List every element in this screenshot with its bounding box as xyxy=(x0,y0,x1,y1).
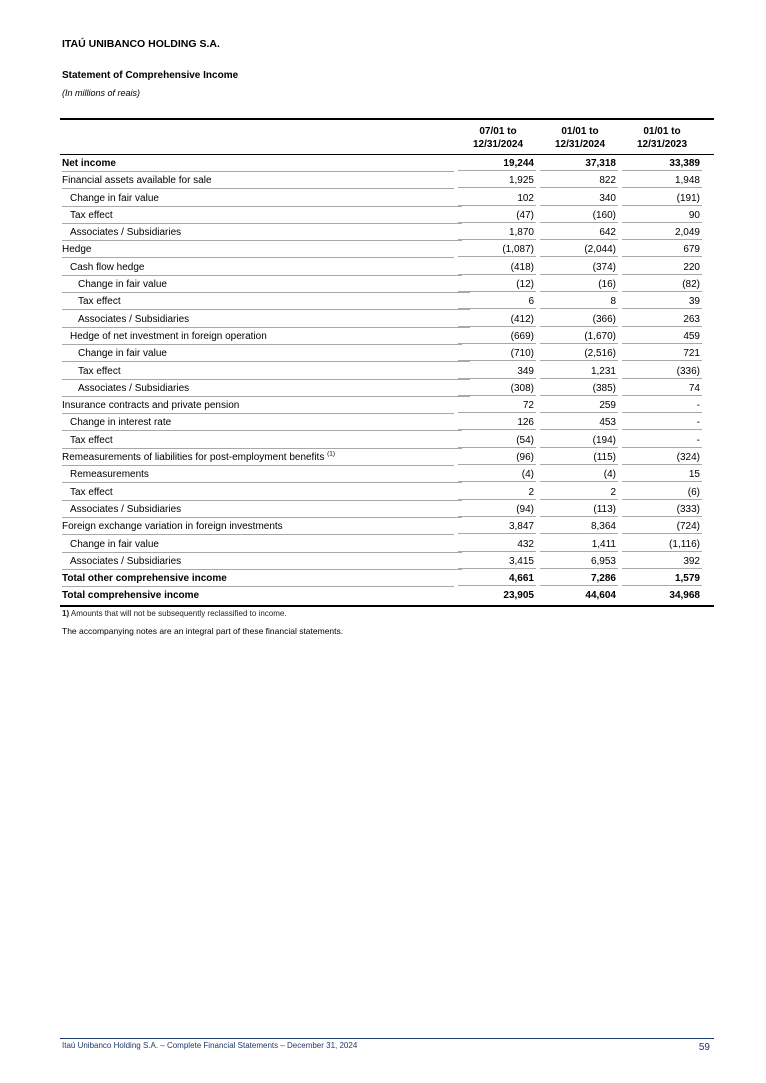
cell-value: (82) xyxy=(622,276,702,292)
cell-value: 33,389 xyxy=(622,155,702,171)
table-row xyxy=(60,155,714,172)
cell-value: 39 xyxy=(622,293,702,309)
cell-value: (113) xyxy=(540,501,618,517)
cell-value: (418) xyxy=(458,259,536,275)
cell-value: (115) xyxy=(540,449,618,465)
cell-value: - xyxy=(622,397,702,413)
table-row xyxy=(60,190,714,207)
cell-value: (374) xyxy=(540,259,618,275)
row-label: Tax effect xyxy=(62,207,462,224)
column-header: 01/01 to 12/31/2023 xyxy=(636,126,688,150)
cell-value: 822 xyxy=(540,172,618,188)
company-name: ITAÚ UNIBANCO HOLDING S.A. xyxy=(62,38,220,50)
cell-value: 34,968 xyxy=(669,590,700,602)
cell-value: 1,870 xyxy=(458,224,536,240)
cell-value: (2,516) xyxy=(540,345,618,361)
cell-value: 37,318 xyxy=(540,155,618,171)
table-bottom-rule xyxy=(60,605,714,607)
row-label: Change in fair value xyxy=(62,276,470,293)
cell-value: (385) xyxy=(540,380,618,396)
table-row xyxy=(60,449,714,466)
cell-value: (4) xyxy=(458,466,536,482)
row-label: Associates / Subsidiaries xyxy=(62,380,470,397)
table-row xyxy=(60,570,714,587)
cell-value: (6) xyxy=(622,484,702,500)
cell-value: 7,286 xyxy=(540,570,618,586)
table-row xyxy=(60,501,714,518)
table-row xyxy=(60,432,714,449)
cell-value: 4,661 xyxy=(458,570,536,586)
row-label: Hedge xyxy=(62,241,454,258)
table-row xyxy=(60,536,714,553)
row-label: Foreign exchange variation in foreign investments xyxy=(62,518,454,535)
cell-value: (333) xyxy=(622,501,702,517)
row-label: Financial assets available for sale xyxy=(62,172,454,189)
cell-value: (336) xyxy=(622,363,702,379)
cell-value: (160) xyxy=(540,207,618,223)
cell-value: 1,411 xyxy=(540,536,618,552)
row-label: Tax effect xyxy=(62,293,470,310)
table-row xyxy=(60,414,714,431)
row-label: Hedge of net investment in foreign operation xyxy=(62,328,462,345)
table-row xyxy=(60,553,714,570)
table-row xyxy=(60,484,714,501)
cell-value: 90 xyxy=(622,207,702,223)
cell-value: 2 xyxy=(458,484,536,500)
cell-value: (194) xyxy=(540,432,618,448)
statement-note: The accompanying notes are an integral part of these financial statements. xyxy=(62,626,344,636)
footer-text: Itaú Unibanco Holding S.A. – Complete Financial Statements – December 31, 2024 xyxy=(62,1041,358,1050)
table-row xyxy=(60,466,714,483)
cell-value: 72 xyxy=(458,397,536,413)
cell-value: - xyxy=(622,432,702,448)
table-header xyxy=(60,120,714,155)
cell-value: 102 xyxy=(458,190,536,206)
cell-value: 8,364 xyxy=(540,518,618,534)
table-row xyxy=(60,587,714,604)
table-row xyxy=(60,224,714,241)
table-row xyxy=(60,518,714,535)
table-row xyxy=(60,172,714,189)
cell-value: 340 xyxy=(540,190,618,206)
cell-value: (4) xyxy=(540,466,618,482)
cell-value: 23,905 xyxy=(503,590,534,602)
row-label: Associates / Subsidiaries xyxy=(62,553,462,570)
cell-value: 259 xyxy=(540,397,618,413)
column-header: 01/01 to 12/31/2024 xyxy=(554,126,606,150)
cell-value: - xyxy=(622,414,702,430)
row-label: Insurance contracts and private pension xyxy=(62,397,454,414)
cell-value: 432 xyxy=(458,536,536,552)
row-label: Change in interest rate xyxy=(62,414,462,431)
table-row xyxy=(60,397,714,414)
row-label: Associates / Subsidiaries xyxy=(62,224,462,241)
row-label: Associates / Subsidiaries xyxy=(62,311,470,328)
table-row xyxy=(60,380,714,397)
cell-value: 349 xyxy=(458,363,536,379)
cell-value: 1,925 xyxy=(458,172,536,188)
cell-value: 453 xyxy=(540,414,618,430)
cell-value: 642 xyxy=(540,224,618,240)
table-row xyxy=(60,293,714,310)
footer-divider xyxy=(60,1038,714,1039)
row-label: Total other comprehensive income xyxy=(62,570,454,587)
column-header: 07/01 to 12/31/2024 xyxy=(472,126,524,150)
cell-value: 263 xyxy=(622,311,702,327)
cell-value: 459 xyxy=(622,328,702,344)
table-row xyxy=(60,241,714,258)
cell-value: (669) xyxy=(458,328,536,344)
page-number: 59 xyxy=(698,1042,710,1053)
cell-value: (191) xyxy=(622,190,702,206)
cell-value: (324) xyxy=(622,449,702,465)
income-table xyxy=(60,118,714,605)
cell-value: 126 xyxy=(458,414,536,430)
cell-value: (366) xyxy=(540,311,618,327)
cell-value: 15 xyxy=(622,466,702,482)
cell-value: (94) xyxy=(458,501,536,517)
cell-value: (724) xyxy=(622,518,702,534)
row-label: Cash flow hedge xyxy=(62,259,462,276)
footnote-marker: (1) xyxy=(327,450,336,458)
table-row xyxy=(60,276,714,293)
table-row xyxy=(60,311,714,328)
cell-value: 8 xyxy=(540,293,618,309)
cell-value: 6 xyxy=(458,293,536,309)
row-label: Tax effect xyxy=(62,363,470,380)
table-row xyxy=(60,328,714,345)
row-label: Remeasurements of liabilities for post-employment benefits $^{(1)}$ xyxy=(62,449,454,466)
cell-value: 1,948 xyxy=(622,172,702,188)
cell-value: 679 xyxy=(622,241,702,257)
cell-value: (1,087) xyxy=(458,241,536,257)
row-label: Associates / Subsidiaries xyxy=(62,501,462,518)
cell-value: 1,231 xyxy=(540,363,618,379)
cell-value: 392 xyxy=(622,553,702,569)
cell-value: 2 xyxy=(540,484,618,500)
table-row xyxy=(60,363,714,380)
cell-value: 2,049 xyxy=(622,224,702,240)
cell-value: 1,579 xyxy=(622,570,702,586)
row-label: Change in fair value xyxy=(62,345,470,362)
cell-value: (54) xyxy=(458,432,536,448)
table-row xyxy=(60,207,714,224)
row-label: Change in fair value xyxy=(62,190,462,207)
row-label: Total comprehensive income xyxy=(62,590,200,602)
row-label: Tax effect xyxy=(62,484,462,501)
cell-value: 6,953 xyxy=(540,553,618,569)
cell-value: 44,604 xyxy=(585,590,616,602)
table-row xyxy=(60,259,714,276)
statement-title: Statement of Comprehensive Income xyxy=(62,70,239,81)
cell-value: (412) xyxy=(458,311,536,327)
cell-value: 721 xyxy=(622,345,702,361)
cell-value: (2,044) xyxy=(540,241,618,257)
cell-value: 3,847 xyxy=(458,518,536,534)
cell-value: (47) xyxy=(458,207,536,223)
cell-value: (96) xyxy=(458,449,536,465)
cell-value: (308) xyxy=(458,380,536,396)
units-note: (In millions of reais) xyxy=(62,88,141,98)
cell-value: 220 xyxy=(622,259,702,275)
cell-value: (710) xyxy=(458,345,536,361)
footnote: 1) Amounts that will not be subsequently reclassified to income. xyxy=(62,609,287,618)
cell-value: (1,116) xyxy=(622,536,702,552)
cell-value: 3,415 xyxy=(458,553,536,569)
row-label: Net income xyxy=(62,155,454,172)
row-label: Remeasurements xyxy=(62,466,462,483)
cell-value: (12) xyxy=(458,276,536,292)
cell-value: (1,670) xyxy=(540,328,618,344)
row-label: Change in fair value xyxy=(62,536,462,553)
cell-value: 74 xyxy=(622,380,702,396)
table-row xyxy=(60,345,714,362)
cell-value: (16) xyxy=(540,276,618,292)
row-label: Tax effect xyxy=(62,432,462,449)
cell-value: 19,244 xyxy=(458,155,536,171)
